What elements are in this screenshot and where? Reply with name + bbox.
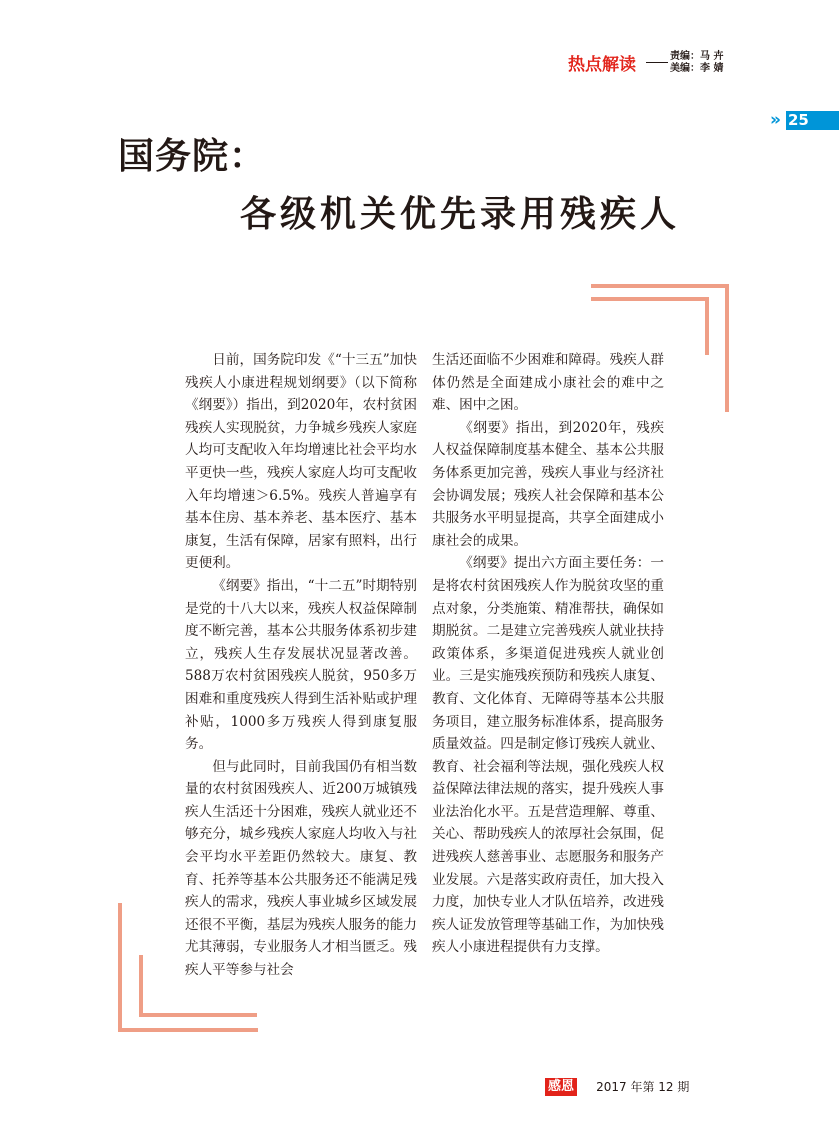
- bottom-left-bracket-inner-horizontal: [139, 1013, 257, 1017]
- paragraph: 但与此同时，目前我国仍有相当数量的农村贫困残疾人、近200万城镇残疾人生活还十分困难，残疾人就业还不够充分，城乡残疾人家庭人均收入与社会平均水平差距仍然较大。康复、教育、托养等基本公共服务还不能满足残疾人的需求，残疾人事业城乡区域发展还很不平衡，基层为残疾人服务的能力尤其薄弱，专业服务人才相当匮乏。残疾人平等参与社会: [185, 758, 417, 979]
- title-line-1: 国务院：: [118, 136, 267, 177]
- bottom-left-bracket-vertical: [118, 903, 122, 1032]
- article-column-left: [185, 349, 417, 982]
- page-footer: [545, 1076, 689, 1098]
- credits: [670, 51, 723, 75]
- editor-credit: 责编：马 卉: [670, 51, 724, 62]
- top-right-bracket-inner-horizontal: [591, 297, 709, 301]
- header-rule: [646, 62, 668, 63]
- paragraph: 《纲要》提出六方面主要任务：一是将农村贫困残疾人作为脱贫攻坚的重点对象，分类施策、精准帮扶，确保如期脱贫。二是建立完善残疾人就业扶持政策体系，多渠道促进残疾人就业创业。三是实施残疾预防和残疾人康复、教育、文化体育、无障碍等基本公共服务项目，建立服务标准体系，提高服务质量效益。四是制定修订残疾人就业、教育、社会福利等法规，强化残疾人权益保障法律法规的落实，提升残疾人事业法治化水平。五是营造理解、尊重、关心、帮助残疾人的浓厚社会氛围，促进残疾人慈善事业、志愿服务和服务产业发展。六是落实政府责任，加大投入力度，加快专业人才队伍培养，改进残疾人证发放管理等基础工作，为加快残疾人小康进程提供有力支撑。: [432, 555, 664, 956]
- page-number: 25: [786, 111, 839, 130]
- top-right-bracket-horizontal: [591, 284, 729, 288]
- top-right-bracket-vertical: [725, 284, 729, 412]
- article-column-right: [432, 349, 664, 959]
- double-chevron-icon: »: [770, 110, 781, 130]
- designer-credit: 美编：李 婧: [670, 63, 724, 74]
- paragraph-continuation: 生活还面临不少困难和障碍。残疾人群体仍然是全面建成小康社会的难中之难、困中之困。: [432, 352, 664, 414]
- title-line-2: 各级机关优先录用残疾人: [240, 194, 681, 235]
- bottom-left-bracket-inner-vertical: [139, 955, 143, 1017]
- magazine-logo: 感恩: [545, 1078, 577, 1096]
- paragraph: 《纲要》指出，“十二五”时期特别是党的十八大以来，残疾人权益保障制度不断完善，基本公共服务体系初步建立，残疾人生存发展状况显著改善。588万农村贫困残疾人脱贫，950多万困难和重度残疾人得到生活补贴或护理补贴，1000多万残疾人得到康复服务。: [185, 577, 417, 753]
- section-name: 热点解读: [568, 55, 636, 75]
- bottom-left-bracket-horizontal: [118, 1028, 258, 1032]
- top-right-bracket-inner-vertical: [705, 297, 709, 355]
- paragraph: 《纲要》指出，到2020年，残疾人权益保障制度基本健全、基本公共服务体系更加完善，残疾人事业与经济社会协调发展；残疾人社会保障和基本公共服务水平明显提高，共享全面建成小康社会的成果。: [432, 419, 664, 549]
- issue-label: 2017 年第 12 期: [596, 1080, 690, 1094]
- page-number-tab: [770, 111, 839, 130]
- paragraph: 日前，国务院印发《“十三五”加快残疾人小康进程规划纲要》（以下简称《纲要》）指出，到2020年，农村贫困残疾人实现脱贫，力争城乡残疾人家庭人均可支配收入年均增速比社会平均水平更快一些，残疾人家庭人均可支配收入年均增速＞6.5%。残疾人普遍享有基本住房、基本养老、基本医疗、基本康复，生活有保障，居家有照料，出行更便利。: [185, 352, 417, 572]
